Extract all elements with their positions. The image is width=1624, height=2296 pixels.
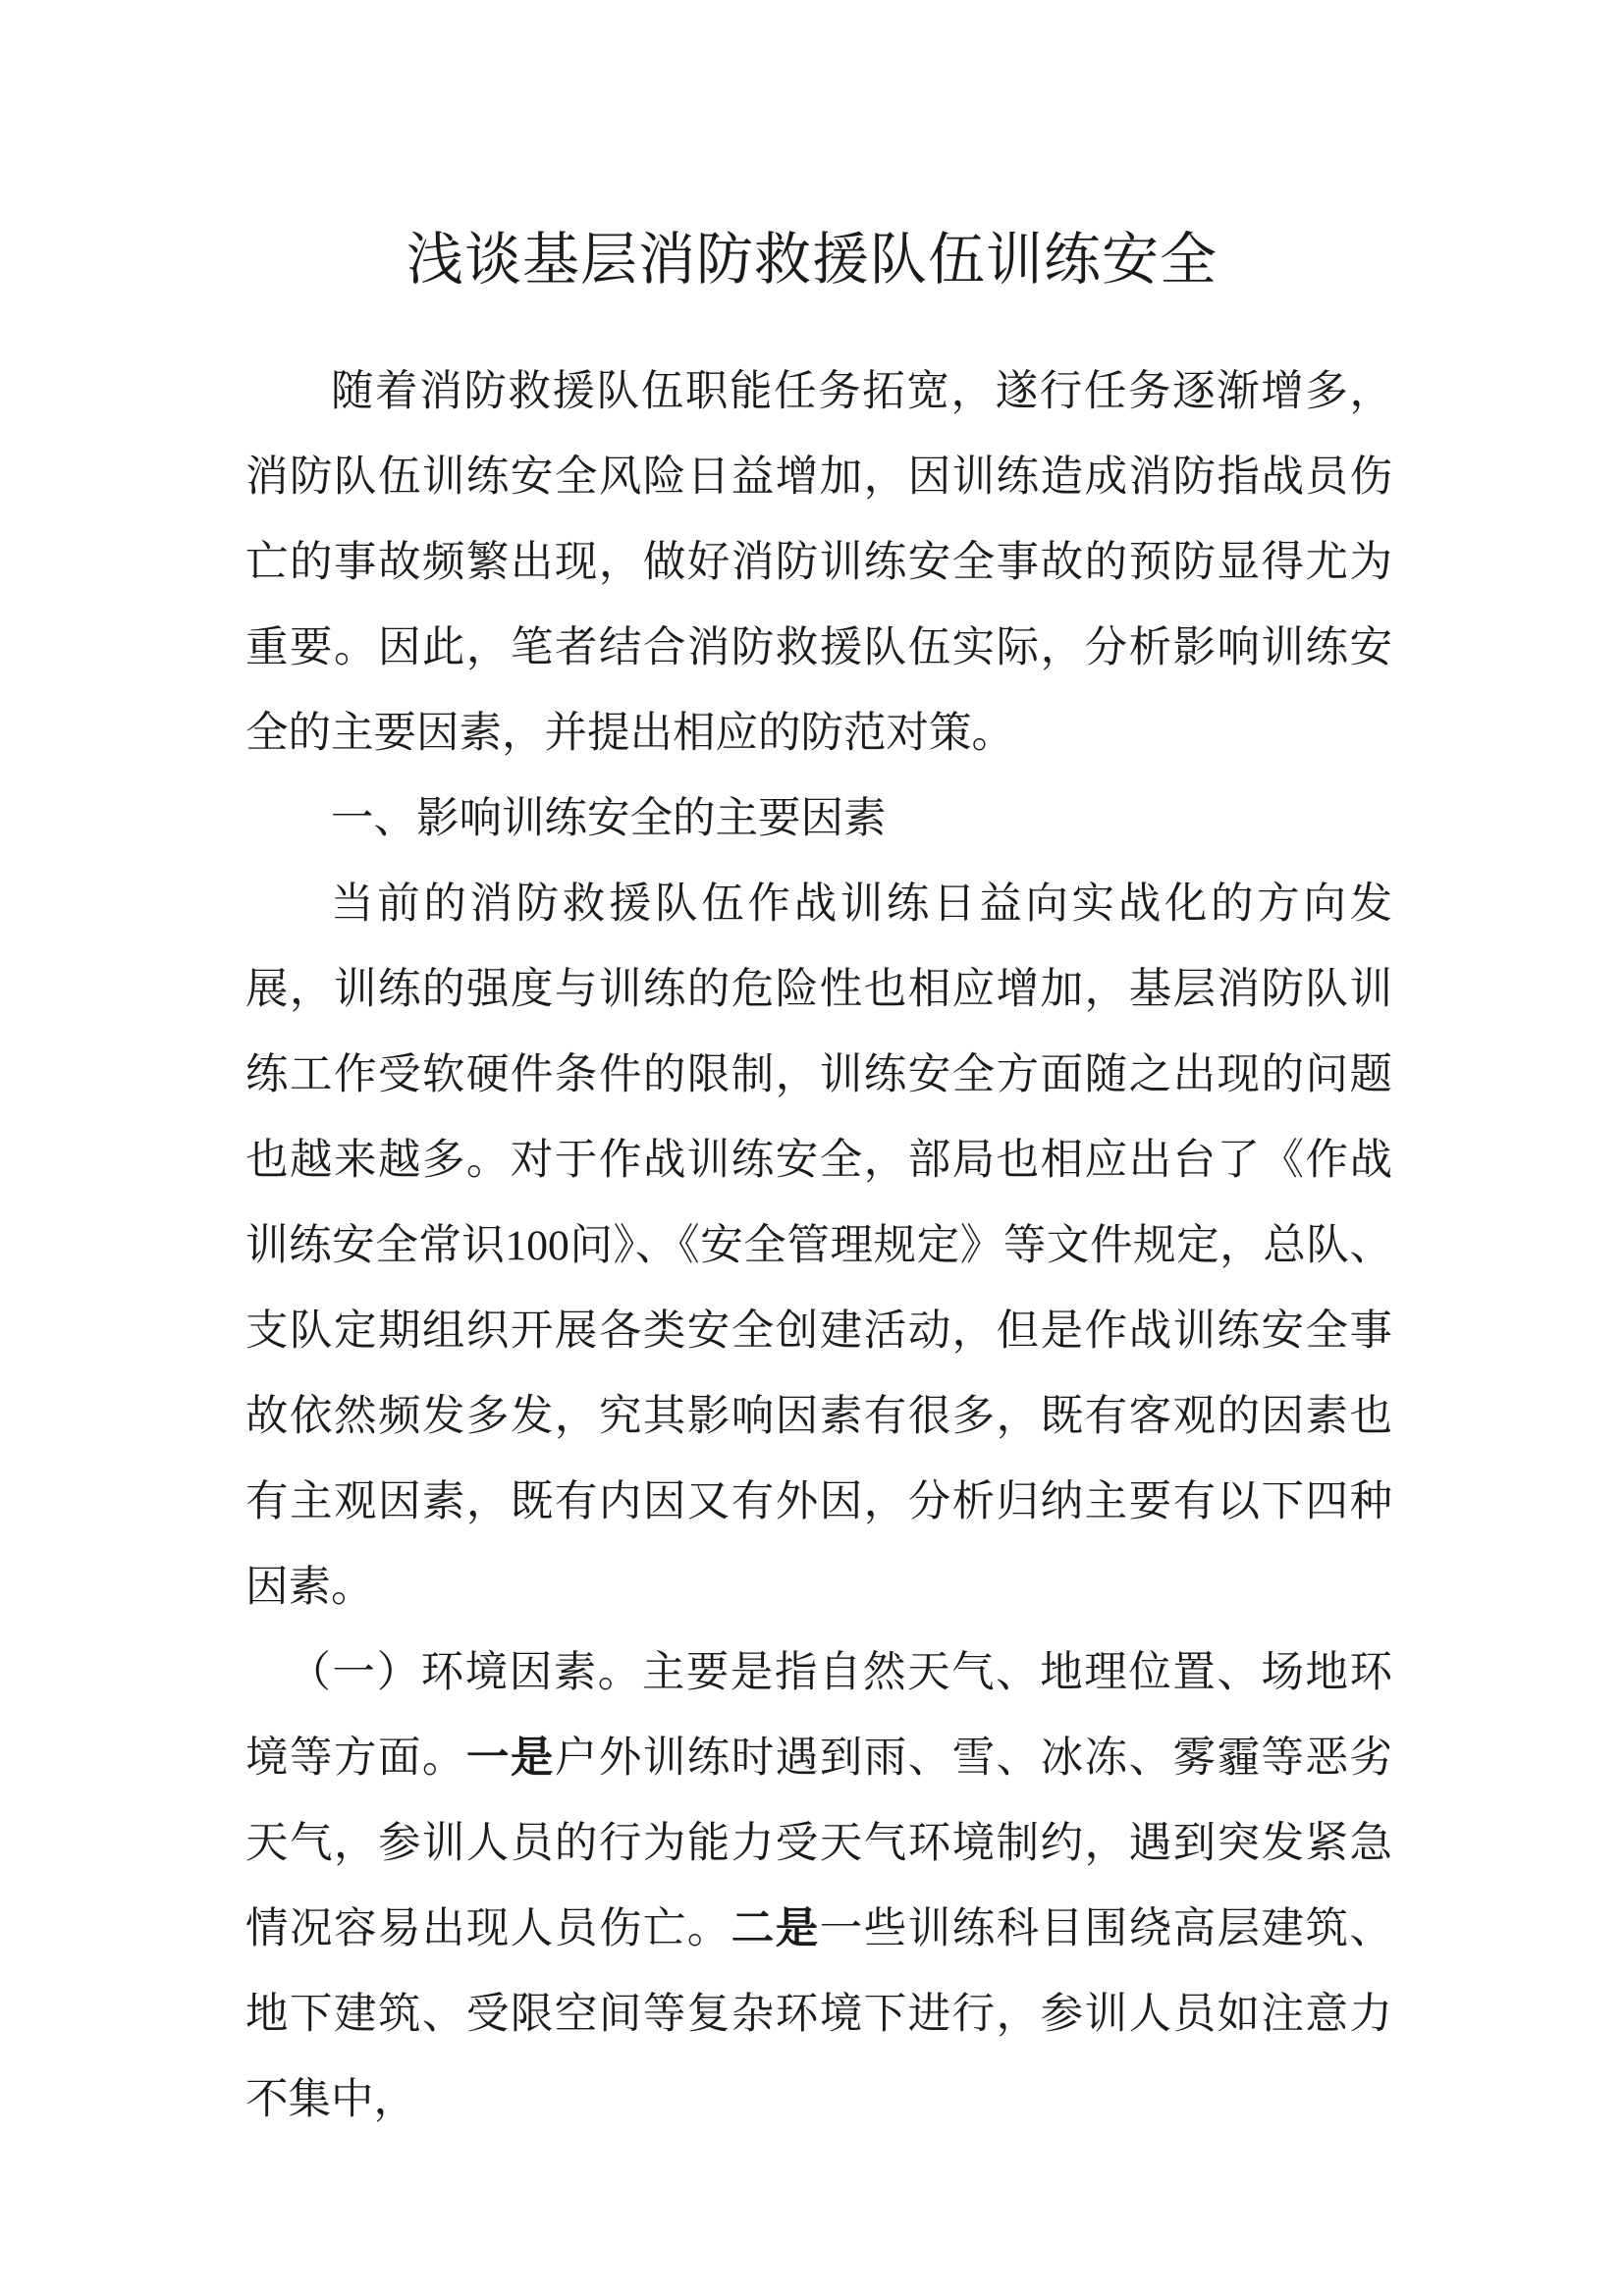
section-1-number: 100	[505, 1222, 569, 1269]
section-1-text-part2: 问》、《安全管理规定》等文件规定，总队、支队定期组织开展各类安全创建活动，但是作战训练安全事故依然频发多发，究其影响因素有很多，既有客观的因素也有主观因素，既有内因又有外因，分析归纳主要有以下四种因素。	[245, 1221, 1393, 1612]
document-body	[245, 349, 1392, 2143]
environment-factor-lead: （一）环境因素。主要是指自然天气、地理位置、场地环境等方面。	[245, 1648, 1392, 1783]
section-1-paragraph	[245, 862, 1392, 1630]
point-one-marker: 一是	[465, 1734, 555, 1783]
environment-factor-paragraph	[245, 1630, 1392, 2143]
section-heading-1: 一、影响训练安全的主要因素	[331, 794, 887, 843]
intro-paragraph: 随着消防救援队伍职能任务拓宽，遂行任务逐渐增多，消防队伍训练安全风险日益增加，因训练造成消防指战员伤亡的事故频繁出现，做好消防训练安全事故的预防显得尤为重要。因此，笔者结合消防救援队伍实际，分析影响训练安全的主要因素，并提出相应的防范对策。	[245, 367, 1392, 758]
point-one-text: 户外训练时遇到雨、雪、冰冻、雾霾等恶劣天气，参训人员的行为能力受天气环境制约，遇到突发紧急情况容易出现人员伤亡。	[245, 1734, 1393, 1953]
point-two-text: 一些训练科目围绕高层建筑、地下建筑、受限空间等复杂环境下进行，参训人员如注意力不集中，	[245, 1904, 1393, 2124]
page-title: 浅谈基层消防救援队伍训练安全	[406, 226, 1218, 293]
point-two-marker: 二是	[731, 1904, 820, 1953]
section-1-text-part1: 当前的消防救援队伍作战训练日益向实战化的方向发展，训练的强度与训练的危险性也相应增加，基层消防队训练工作受软硬件条件的限制，训练安全方面随之出现的问题也越来越多。对于作战训练安全，部局也相应出台了《作战训练安全常识	[245, 880, 1392, 1270]
